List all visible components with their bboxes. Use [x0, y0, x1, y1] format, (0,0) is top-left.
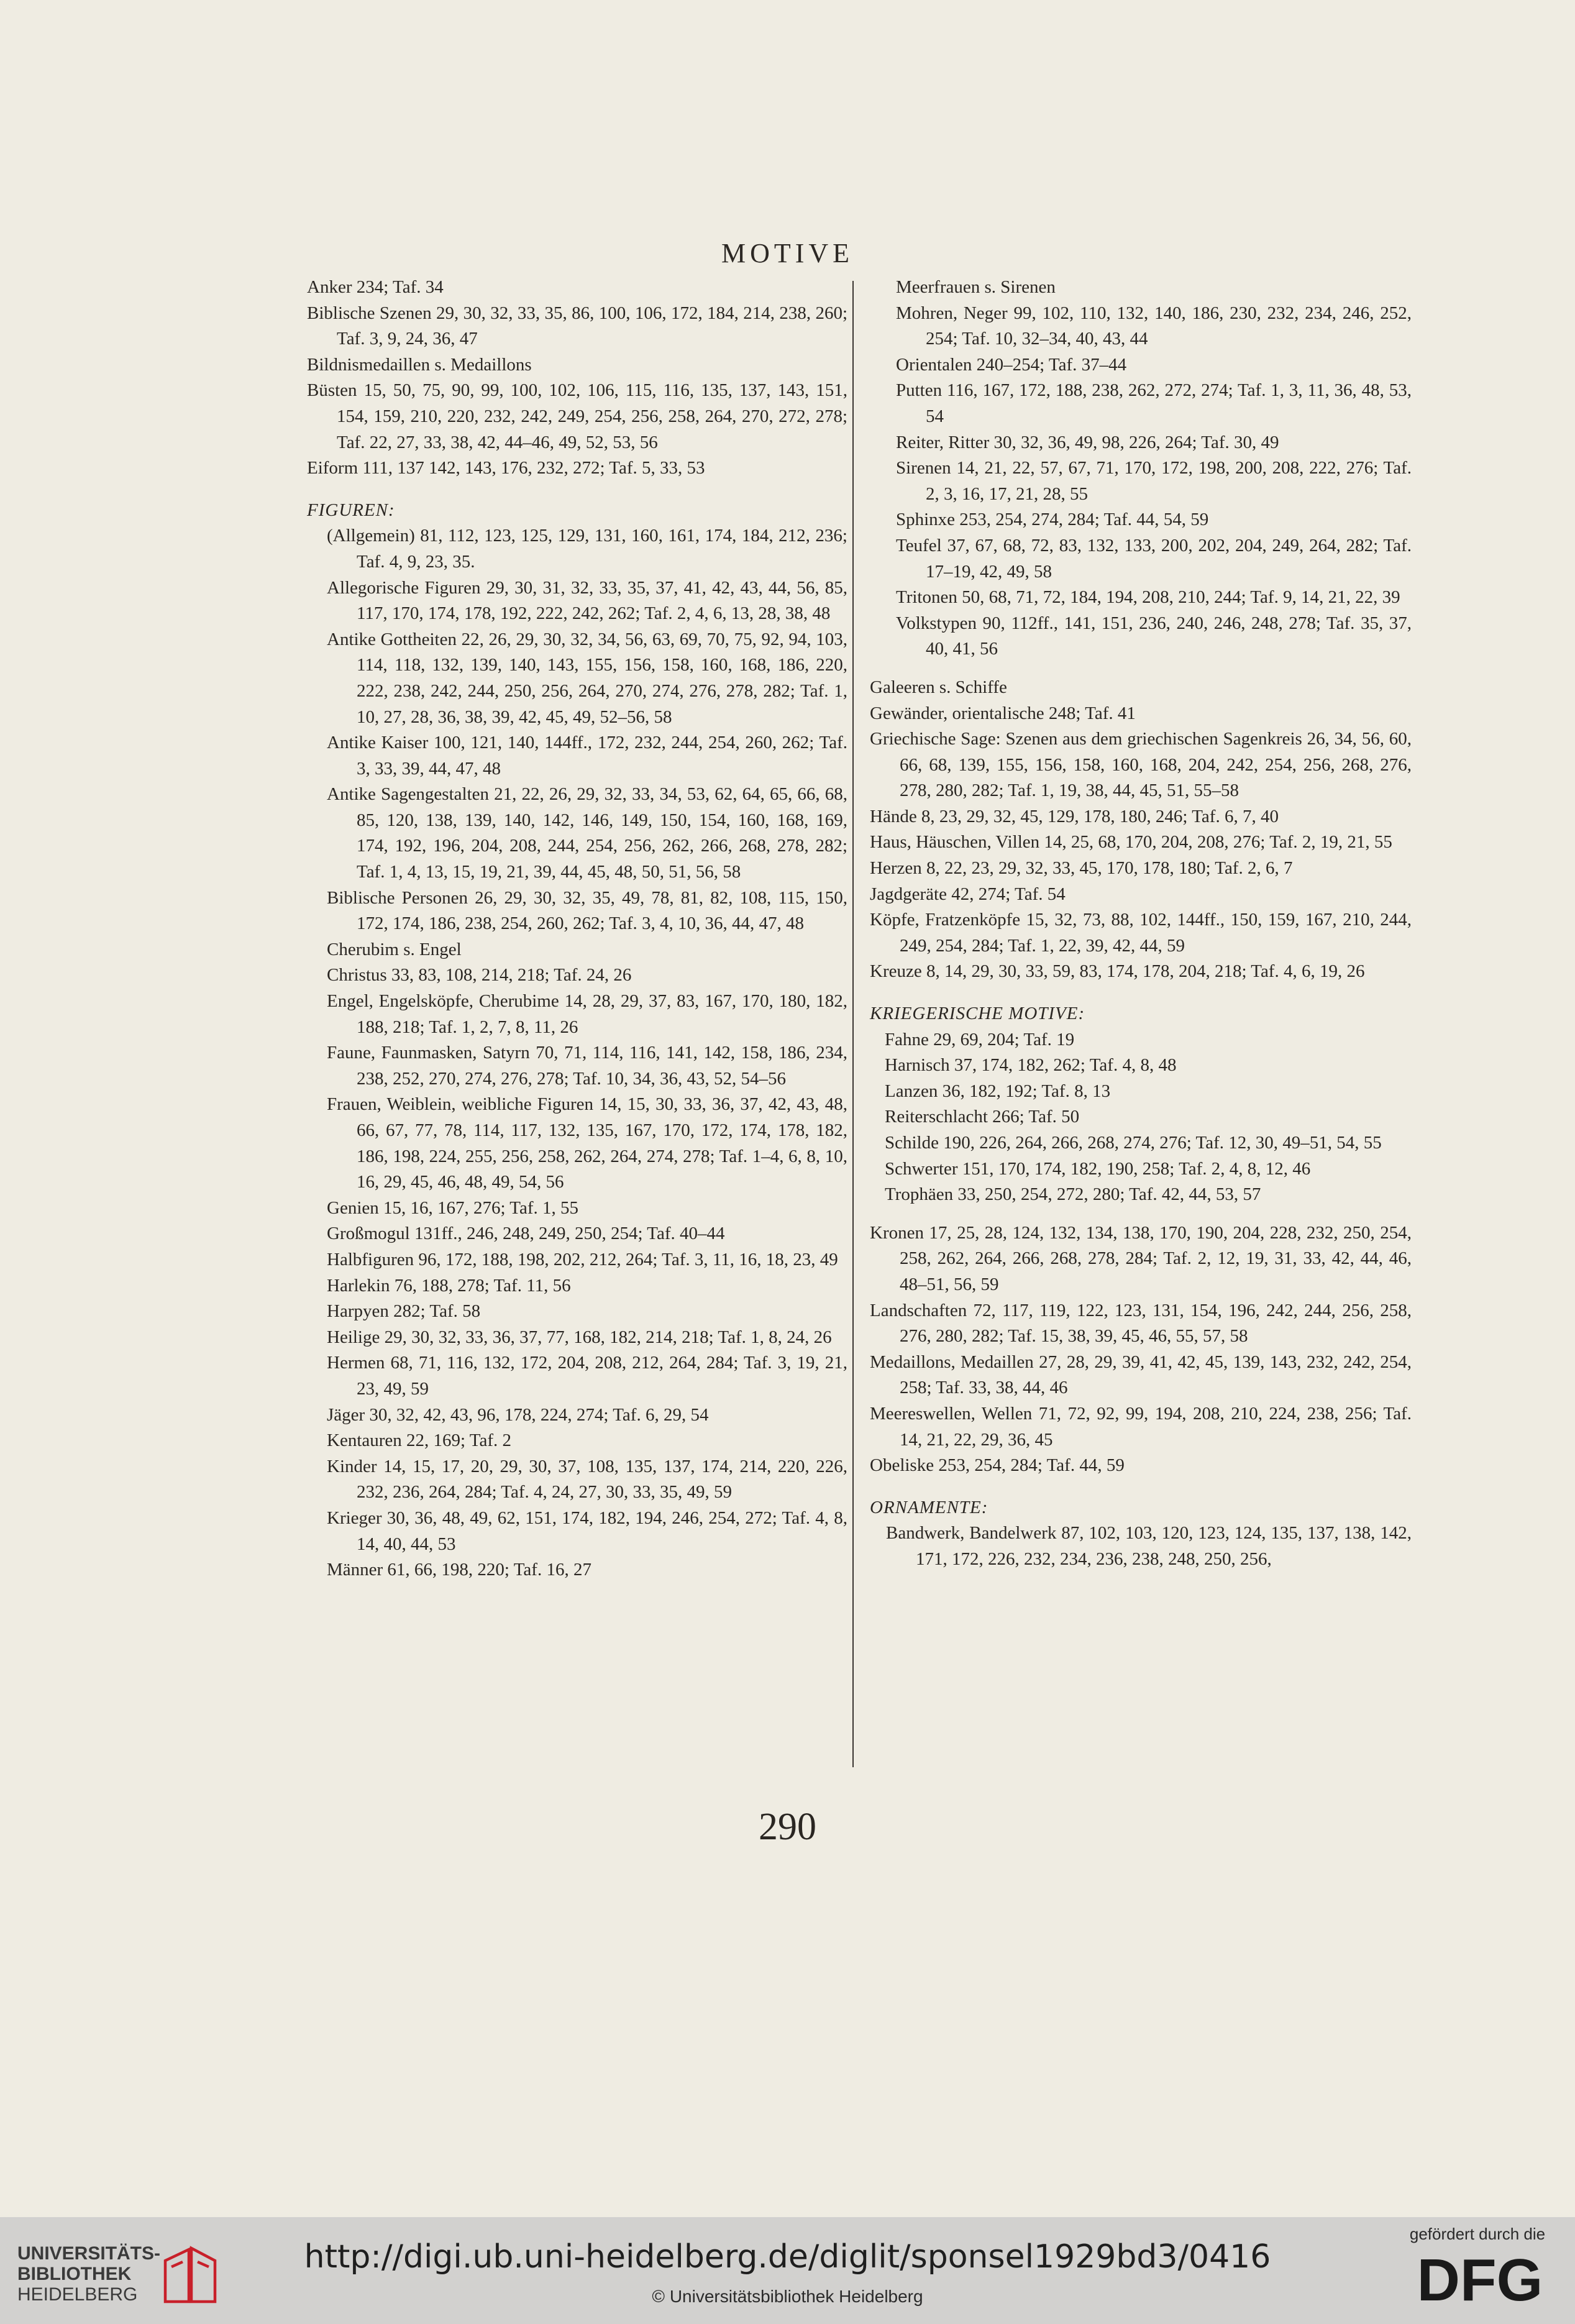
index-entry: Medaillons, Medaillen 27, 28, 29, 39, 41, 42, 45, 139, 143, 232, 242, 254, 258; Taf. 33, 38, 44, 46 — [870, 1352, 1412, 1398]
index-section-heading: ORNAMENTE: — [870, 1497, 988, 1517]
index-entry: Volkstypen 90, 112ff., 141, 151, 236, 240, 246, 248, 278; Taf. 35, 37, 40, 41, 56 — [896, 613, 1412, 659]
index-entry: Kronen 17, 25, 28, 124, 132, 134, 138, 170, 190, 204, 228, 232, 250, 254, 258, 262, 264, 266, 268, 278, 284; Taf. 2, 12, 19, 31, 33, 42, 44, 46, 48–51, 56, 59 — [870, 1222, 1412, 1294]
index-entry: Büsten 15, 50, 75, 90, 99, 100, 102, 106, 115, 116, 135, 137, 143, 151, 154, 159, 210, 220, 232, 242, 249, 254, 256, 258, 264, 270, 272, 278; Taf. 22, 27, 33, 38, 42, 44–46, 49, 52, 53, 56 — [307, 380, 847, 452]
index-entry: Antike Sagengestalten 21, 22, 26, 29, 32, 33, 34, 53, 62, 64, 65, 66, 68, 85, 120, 138, 139, 140, 142, 146, 149, 150, 154, 160, 168, 169, 174, 192, 196, 204, 208, 244, 254, 256, 262, 266, 268, 278, 282; Taf. 1, 4, 13, 15, 19, 21, 39, 44, 45, 48, 50, 51, 56, 58 — [327, 784, 847, 882]
index-group-gap — [870, 662, 1412, 675]
library-name-line2: BIBLIOTHEK — [17, 2264, 132, 2284]
dfg-caption: gefördert durch die — [1409, 2225, 1546, 2243]
index-entry: Kreuze 8, 14, 29, 30, 33, 59, 83, 174, 178, 204, 218; Taf. 4, 6, 19, 26 — [870, 961, 1365, 982]
index-entry: Herzen 8, 22, 23, 29, 32, 33, 45, 170, 178, 180; Taf. 2, 6, 7 — [870, 858, 1293, 879]
index-entry: Galeeren s. Schiffe — [870, 677, 1007, 697]
index-entry: Teufel 37, 67, 68, 72, 83, 132, 133, 200, 202, 204, 249, 264, 282; Taf. 17–19, 42, 49, 58 — [896, 535, 1412, 582]
index-entry: Meereswellen, Wellen 71, 72, 92, 99, 194, 208, 210, 224, 238, 256; Taf. 14, 21, 22, 29, 36, 45 — [870, 1403, 1412, 1450]
dfg-logo-text: DFG — [1417, 2249, 1543, 2312]
index-entry: Hände 8, 23, 29, 32, 45, 129, 178, 180, 246; Taf. 6, 7, 40 — [870, 806, 1279, 826]
index-entry: Tritonen 50, 68, 71, 72, 184, 194, 208, 210, 244; Taf. 9, 14, 21, 22, 39 — [896, 587, 1400, 608]
index-entry: Köpfe, Fratzenköpfe 15, 32, 73, 88, 102, 144ff., 150, 159, 167, 210, 244, 249, 254, 284; Taf. 1, 22, 39, 42, 44, 59 — [870, 910, 1412, 956]
index-entry: Obeliske 253, 254, 284; Taf. 44, 59 — [870, 1455, 1125, 1476]
index-entry: Engel, Engelsköpfe, Cherubime 14, 28, 29, 37, 83, 167, 170, 180, 182, 188, 218; Taf. 1, 2, 7, 8, 11, 26 — [327, 991, 847, 1037]
index-entry: Jagdgeräte 42, 274; Taf. 54 — [870, 884, 1066, 904]
index-entry: Trophäen 33, 250, 254, 272, 280; Taf. 42, 44, 53, 57 — [885, 1184, 1261, 1205]
index-entry: Kinder 14, 15, 17, 20, 29, 30, 37, 108, 135, 137, 174, 214, 220, 226, 232, 236, 264, 284; Taf. 4, 24, 27, 30, 33, 35, 49, 59 — [327, 1456, 847, 1503]
index-entry: Faune, Faunmasken, Satyrn 70, 71, 114, 116, 141, 142, 158, 186, 234, 238, 252, 270, 274, 276, 278; Taf. 10, 34, 36, 43, 52, 54–56 — [327, 1043, 847, 1089]
index-entry: Bildnismedaillen s. Medaillons — [307, 354, 532, 375]
index-entry: Anker 234; Taf. 34 — [307, 277, 444, 297]
index-entry: Griechische Sage: Szenen aus dem griechischen Sagenkreis 26, 34, 56, 60, 66, 68, 139, 155, 156, 158, 160, 168, 204, 242, 254, 256, 268, 276, 278, 280, 282; Taf. 1, 19, 38, 44, 45, 51, 55–58 — [870, 729, 1412, 801]
index-entry: Genien 15, 16, 167, 276; Taf. 1, 55 — [327, 1197, 578, 1218]
index-entry: Antike Gottheiten 22, 26, 29, 30, 32, 34, 56, 63, 69, 70, 75, 92, 94, 103, 114, 118, 132, 139, 140, 143, 155, 156, 158, 160, 168, 186, 220, 222, 238, 242, 244, 250, 256, 264, 270, 274, 276, 278, 282; Taf. 1, 10, 27, 28, 36, 38, 39, 42, 45, 49, 52–56, 58 — [327, 629, 847, 727]
index-entry: Biblische Szenen 29, 30, 32, 33, 35, 86, 100, 106, 172, 184, 214, 238, 260; Taf. 3, 9, 24, 36, 47 — [307, 303, 847, 349]
index-entry: Meerfrauen s. Sirenen — [896, 277, 1056, 297]
page-number: 290 — [759, 1806, 816, 1848]
index-entry: Krieger 30, 36, 48, 49, 62, 151, 174, 182, 194, 246, 254, 272; Taf. 4, 8, 14, 40, 44, 53 — [327, 1507, 847, 1554]
index-entry: Harlekin 76, 188, 278; Taf. 11, 56 — [327, 1275, 571, 1296]
index-section-heading: FIGUREN: — [307, 500, 395, 520]
index-section-heading: KRIEGERISCHE MOTIVE: — [870, 1004, 1085, 1024]
index-entry: Christus 33, 83, 108, 214, 218; Taf. 24, 26 — [327, 965, 632, 986]
index-entry: Eiform 111, 137 142, 143, 176, 232, 272; Taf. 5, 33, 53 — [307, 458, 705, 478]
document-url[interactable]: http://digi.ub.uni-heidelberg.de/diglit/sponsel1929bd3/0416 — [304, 2238, 1271, 2276]
index-entry: Heilige 29, 30, 32, 33, 36, 37, 77, 168, 182, 214, 218; Taf. 1, 8, 24, 26 — [327, 1327, 832, 1347]
index-entry: Kentauren 22, 169; Taf. 2 — [327, 1430, 512, 1451]
index-entry: Männer 61, 66, 198, 220; Taf. 16, 27 — [327, 1560, 591, 1580]
index-entry: Reiterschlacht 266; Taf. 50 — [885, 1107, 1080, 1127]
index-entry: Hermen 68, 71, 116, 132, 172, 204, 208, 212, 264, 284; Taf. 3, 19, 21, 23, 49, 59 — [327, 1353, 847, 1399]
index-entry: Landschaften 72, 117, 119, 122, 123, 131, 154, 196, 242, 244, 256, 258, 276, 280, 282; Taf. 15, 38, 39, 45, 46, 55, 57, 58 — [870, 1300, 1412, 1347]
index-entry: Haus, Häuschen, Villen 14, 25, 68, 170, 204, 208, 276; Taf. 2, 19, 21, 55 — [870, 832, 1392, 853]
index-entry: Bandwerk, Bandelwerk 87, 102, 103, 120, 123, 124, 135, 137, 138, 142, 171, 172, 226, 232, 234, 236, 238, 248, 250, 256, — [886, 1523, 1412, 1569]
index-entry: Gewänder, orientalische 248; Taf. 41 — [870, 703, 1136, 723]
index-group-gap — [870, 1208, 1412, 1220]
index-column-right — [870, 275, 1412, 1573]
page-title: MOTIVE — [721, 238, 854, 268]
index-entry: Fahne 29, 69, 204; Taf. 19 — [885, 1029, 1075, 1050]
index-entry: Sirenen 14, 21, 22, 57, 67, 71, 170, 172, 198, 200, 208, 222, 276; Taf. 2, 3, 16, 17, 21, 28, 55 — [896, 458, 1412, 504]
index-entry: Halbfiguren 96, 172, 188, 198, 202, 212, 264; Taf. 3, 11, 16, 18, 23, 49 — [327, 1249, 838, 1270]
index-entry: Schwerter 151, 170, 174, 182, 190, 258; Taf. 2, 4, 8, 12, 46 — [885, 1158, 1311, 1179]
column-divider — [852, 281, 854, 1767]
index-entry: Frauen, Weiblein, weibliche Figuren 14, 15, 30, 33, 36, 37, 42, 43, 48, 66, 67, 77, 78, 114, 117, 132, 135, 167, 170, 172, 174, 178, 182, 186, 198, 224, 255, 256, 258, 262, 264, 274, 278; Taf. 1–4, 6, 8, 10, 16, 29, 45, 46, 48, 49, 54, 56 — [327, 1094, 847, 1192]
index-entry: Antike Kaiser 100, 121, 140, 144ff., 172, 232, 244, 254, 260, 262; Taf. 3, 33, 39, 44, 47, 48 — [327, 733, 847, 779]
index-entry: Allegorische Figuren 29, 30, 31, 32, 33, 35, 37, 41, 42, 43, 44, 56, 85, 117, 170, 174, 178, 192, 222, 242, 262; Taf. 2, 4, 6, 13, 28, 38, 48 — [327, 577, 847, 624]
index-entry: Lanzen 36, 182, 192; Taf. 8, 13 — [885, 1081, 1111, 1101]
index-entry: Sphinxe 253, 254, 274, 284; Taf. 44, 54, 59 — [896, 510, 1209, 530]
index-entry: Schilde 190, 226, 264, 266, 268, 274, 276; Taf. 12, 30, 49–51, 54, 55 — [885, 1133, 1382, 1153]
library-name-line3: HEIDELBERG — [17, 2284, 138, 2305]
index-entry: Biblische Personen 26, 29, 30, 32, 35, 49, 78, 81, 82, 108, 115, 150, 172, 174, 186, 238, 254, 260, 262; Taf. 3, 4, 10, 36, 44, 47, 48 — [327, 887, 847, 934]
copyright-notice: © Universitätsbibliothek Heidelberg — [652, 2287, 923, 2306]
library-name-line1: UNIVERSITÄTS- — [17, 2243, 161, 2264]
index-entry: Harnisch 37, 174, 182, 262; Taf. 4, 8, 48 — [885, 1055, 1177, 1076]
index-entry: Orientalen 240–254; Taf. 37–44 — [896, 354, 1127, 375]
index-entry: Jäger 30, 32, 42, 43, 96, 178, 224, 274; Taf. 6, 29, 54 — [327, 1404, 709, 1425]
index-entry: Großmogul 131ff., 246, 248, 249, 250, 254; Taf. 40–44 — [327, 1224, 725, 1244]
index-entry: (Allgemein) 81, 112, 123, 125, 129, 131, 160, 161, 174, 184, 212, 236; Taf. 4, 9, 23, 35. — [327, 526, 847, 572]
dfg-logo[interactable] — [1405, 2249, 1554, 2312]
index-entry: Putten 116, 167, 172, 188, 238, 262, 272, 274; Taf. 1, 3, 11, 36, 48, 53, 54 — [896, 380, 1412, 426]
index-entry: Harpyen 282; Taf. 58 — [327, 1301, 481, 1322]
index-entry: Reiter, Ritter 30, 32, 36, 49, 98, 226, 264; Taf. 30, 49 — [896, 432, 1279, 452]
footer-bar — [0, 2217, 1575, 2324]
index-entry: Mohren, Neger 99, 102, 110, 132, 140, 186, 230, 232, 234, 246, 252, 254; Taf. 10, 32–34, 40, 43, 44 — [896, 303, 1412, 349]
index-entry: Cherubim s. Engel — [327, 939, 462, 959]
index-column-left — [307, 275, 847, 1583]
